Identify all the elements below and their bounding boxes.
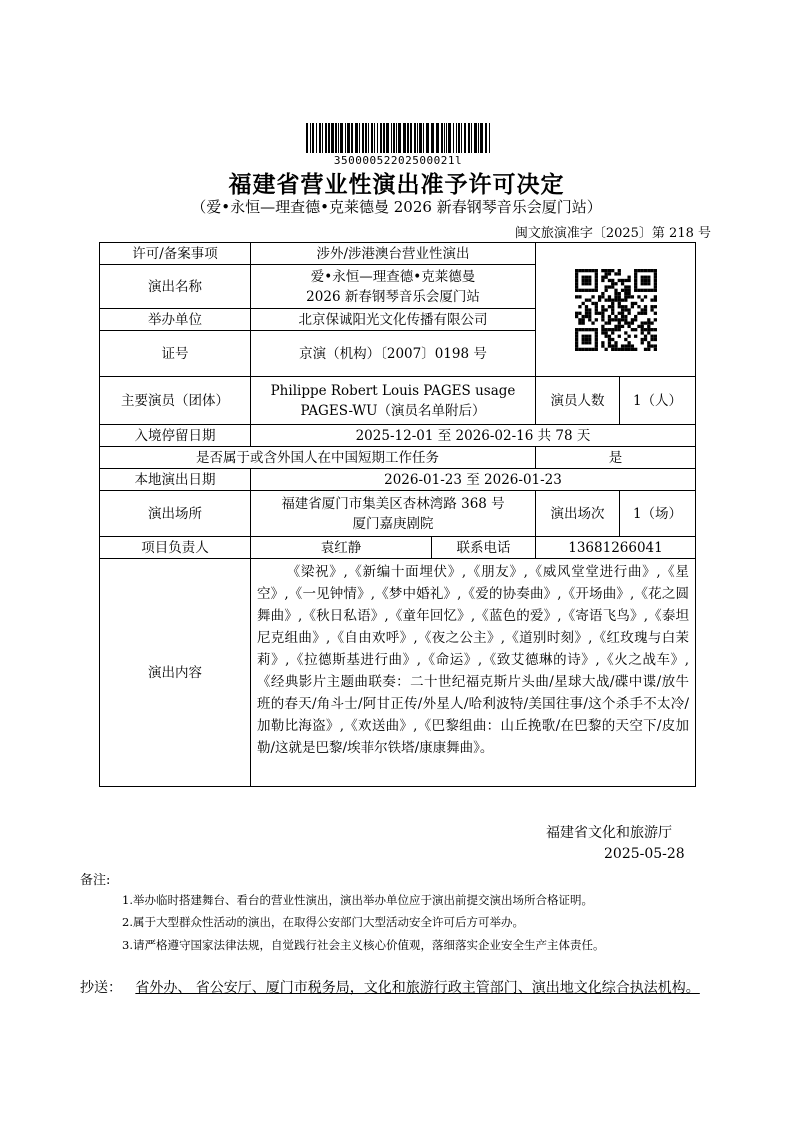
barcode (306, 123, 490, 153)
label-performers: 主要演员（团体） (100, 377, 251, 425)
venue-line1: 福建省厦门市集美区杏林湾路 368 号 (281, 495, 505, 512)
label-license-type: 许可/备案事项 (100, 243, 251, 265)
note-2: 2.属于大型群众性活动的演出，在取得公安部门大型活动安全许可后方可举办。 (122, 915, 524, 929)
barcode-number: 35000052202500021l (333, 154, 463, 167)
label-short-term-work: 是否属于或含外国人在中国短期工作任务 (100, 447, 536, 469)
document-number: 闽文旅演准字〔2025〕第 218 号 (514, 226, 711, 241)
label-local-dates: 本地演出日期 (100, 469, 251, 491)
phone-value: 13681266041 (536, 537, 696, 559)
label-entry-dates: 入境停留日期 (100, 425, 251, 447)
qr-cell (536, 243, 696, 377)
sessions-value: 1（场） (620, 491, 696, 537)
document-title: 福建省营业性演出准予许可决定 (228, 172, 565, 198)
cc-block (80, 977, 716, 1000)
notes-title: 备注: (80, 873, 111, 888)
cert-value: 京演（机构）〔2007〕0198 号 (251, 331, 536, 377)
license-type-value: 涉外/涉港澳台营业性演出 (251, 243, 536, 265)
show-name-value (251, 265, 536, 309)
show-name-line2: 2026 新春钢琴音乐会厦门站 (306, 288, 480, 305)
label-content: 演出内容 (100, 559, 251, 787)
organizer-value: 北京保诚阳光文化传播有限公司 (251, 309, 536, 331)
license-table (99, 242, 696, 787)
short-term-work-value: 是 (536, 447, 696, 469)
cc-text: 省外办、 省公安厅、厦门市税务局，文化和旅游行政主管部门、演出地文化综合执法机构。 (135, 980, 700, 996)
qr-code-icon (575, 269, 657, 351)
label-venue: 演出场所 (100, 491, 251, 537)
performers-line2: PAGES-WU（演员名单附后） (300, 402, 486, 419)
content-value: 《梁祝》,《新编十面埋伏》,《朋友》,《威风堂堂进行曲》,《星空》,《一见钟情》,《梦中婚礼》,《爱的协奏曲》,《开场曲》,《花之圆舞曲》,《秋日私语》,《童年回忆》,《蓝色的爱》,《寄语飞鸟》,《泰坦尼克组曲》,《自由欢呼》,《夜之公主》,《道别时刻》,《红玫瑰与白茉莉》,《拉德斯基进行曲》,《命运》,《致艾德琳的诗》,《火之战车》,《经典影片主题曲联奏：二十世纪福克斯片头曲/星球大战/碟中谍/放牛班的春天/角斗士/阿甘正传/外星人/哈利波特/美国往事/这个杀手不太冷/加勒比海盗》,《欢送曲》,《巴黎组曲：山丘挽歌/在巴黎的天空下/皮加勒/这就是巴黎/埃菲尔铁塔/康康舞曲》。 (251, 559, 696, 787)
label-cert: 证号 (100, 331, 251, 377)
issue-date: 2025-05-28 (604, 846, 685, 862)
local-dates-value: 2026-01-23 至 2026-01-23 (251, 469, 696, 491)
venue-value (251, 491, 536, 537)
label-organizer: 举办单位 (100, 309, 251, 331)
label-manager: 项目负责人 (100, 537, 251, 559)
document-subtitle: （爱•永恒—理查德•克莱德曼 2026 新春钢琴音乐会厦门站） (191, 198, 602, 216)
entry-dates-value: 2025-12-01 至 2026-02-16 共 78 天 (251, 425, 696, 447)
manager-value: 袁红静 (251, 537, 432, 559)
label-sessions: 演出场次 (536, 491, 620, 537)
show-name-line1: 爱•永恒—理查德•克莱德曼 (310, 268, 476, 285)
venue-line2: 厦门嘉庚剧院 (352, 515, 434, 532)
performers-value (251, 377, 536, 425)
label-performer-count: 演员人数 (536, 377, 620, 425)
performers-line1: Philippe Robert Louis PAGES usage (270, 382, 516, 399)
cc-label: 抄送： (80, 980, 122, 996)
note-1: 1.举办临时搭建舞台、看台的营业性演出，演出举办单位应于演出前提交演出场所合格证明。 (122, 893, 593, 907)
label-phone: 联系电话 (432, 537, 536, 559)
performer-count-value: 1（人） (620, 377, 696, 425)
issuer: 福建省文化和旅游厅 (546, 825, 672, 841)
label-show-name: 演出名称 (100, 265, 251, 309)
note-3: 3.请严格遵守国家法律法规，自觉践行社会主义核心价值观，落细落实企业安全生产主体责任。 (122, 938, 605, 952)
